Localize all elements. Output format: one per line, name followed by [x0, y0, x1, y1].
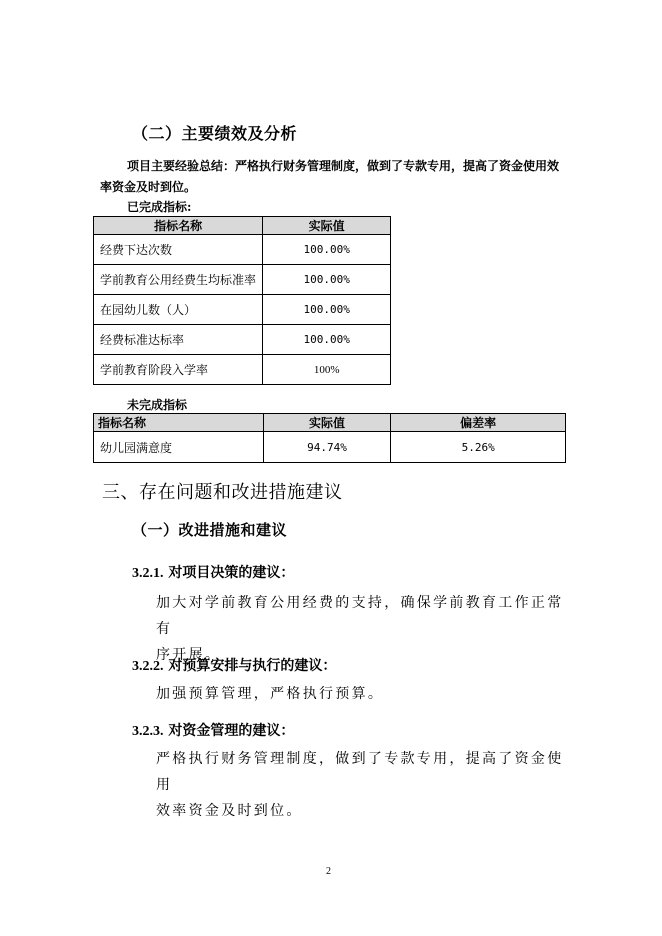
indicator-deviation: 5.26% [391, 432, 566, 463]
uncompleted-indicators-table [93, 413, 566, 463]
column-header-value: 实际值 [263, 217, 391, 235]
recommendation-heading [132, 562, 294, 582]
recommendation-number: 3.2.3. [132, 724, 164, 739]
indicator-name: 经费下达次数 [94, 235, 263, 265]
summary-line-1: 项目主要经验总结：严格执行财务管理制度，做到了专款专用，提高了资金使用效 [127, 159, 560, 173]
indicator-value: 100% [263, 355, 391, 385]
indicator-name: 学前教育公用经费生均标准率 [94, 265, 263, 295]
indicator-name: 在园幼儿数（人） [94, 295, 263, 325]
completed-indicators-table [93, 216, 391, 385]
section-heading-problems: 三、存在问题和改进措施建议 [102, 482, 343, 503]
section-subheading-measures: （一）改进措施和建议 [132, 521, 288, 539]
table-row [94, 265, 391, 295]
column-header-name: 指标名称 [94, 414, 264, 432]
recommendation-line: 加大对学前教育公用经费的支持，确保学前教育工作正常有 [156, 595, 564, 637]
uncompleted-indicators-label: 未完成指标 [127, 398, 188, 412]
table-row [94, 432, 566, 463]
table-row [94, 355, 391, 385]
table-header-row [94, 414, 566, 432]
recommendation-title: 对项目决策的建议： [168, 565, 295, 581]
completed-indicators-label: 已完成指标: [127, 200, 192, 214]
recommendation-heading [132, 720, 294, 740]
summary-line-2: 率资金及时到位。 [100, 180, 197, 194]
column-header-name: 指标名称 [94, 217, 263, 235]
section-heading-performance: （二）主要绩效及分析 [132, 124, 298, 143]
table-row [94, 235, 391, 265]
recommendation-heading [132, 655, 336, 675]
column-header-deviation: 偏差率 [391, 414, 566, 432]
indicator-name: 幼儿园满意度 [94, 432, 264, 463]
recommendation-title: 对资金管理的建议： [168, 723, 295, 739]
recommendation-title: 对预算安排与执行的建议： [168, 658, 337, 674]
recommendation-body [156, 746, 566, 824]
indicator-value: 100.00% [263, 325, 391, 355]
indicator-name: 经费标准达标率 [94, 325, 263, 355]
table-header-row [94, 217, 391, 235]
page-number: 2 [326, 866, 331, 877]
recommendation-line: 序开展。 [156, 647, 222, 663]
column-header-value: 实际值 [263, 414, 391, 432]
indicator-value: 100.00% [263, 295, 391, 325]
recommendation-line: 严格执行财务管理制度，做到了专款专用，提高了资金使用 [156, 751, 564, 793]
table-row [94, 325, 391, 355]
recommendation-number: 3.2.1. [132, 566, 164, 581]
recommendation-line: 效率资金及时到位。 [156, 803, 303, 819]
indicator-value: 94.74% [263, 432, 391, 463]
experience-summary [100, 156, 570, 198]
indicator-value: 100.00% [263, 265, 391, 295]
recommendation-number: 3.2.2. [132, 659, 164, 674]
recommendation-line: 加强预算管理，严格执行预算。 [156, 686, 385, 702]
indicator-value: 100.00% [263, 235, 391, 265]
table-row [94, 295, 391, 325]
recommendation-body [156, 681, 566, 707]
indicator-name: 学前教育阶段入学率 [94, 355, 263, 385]
